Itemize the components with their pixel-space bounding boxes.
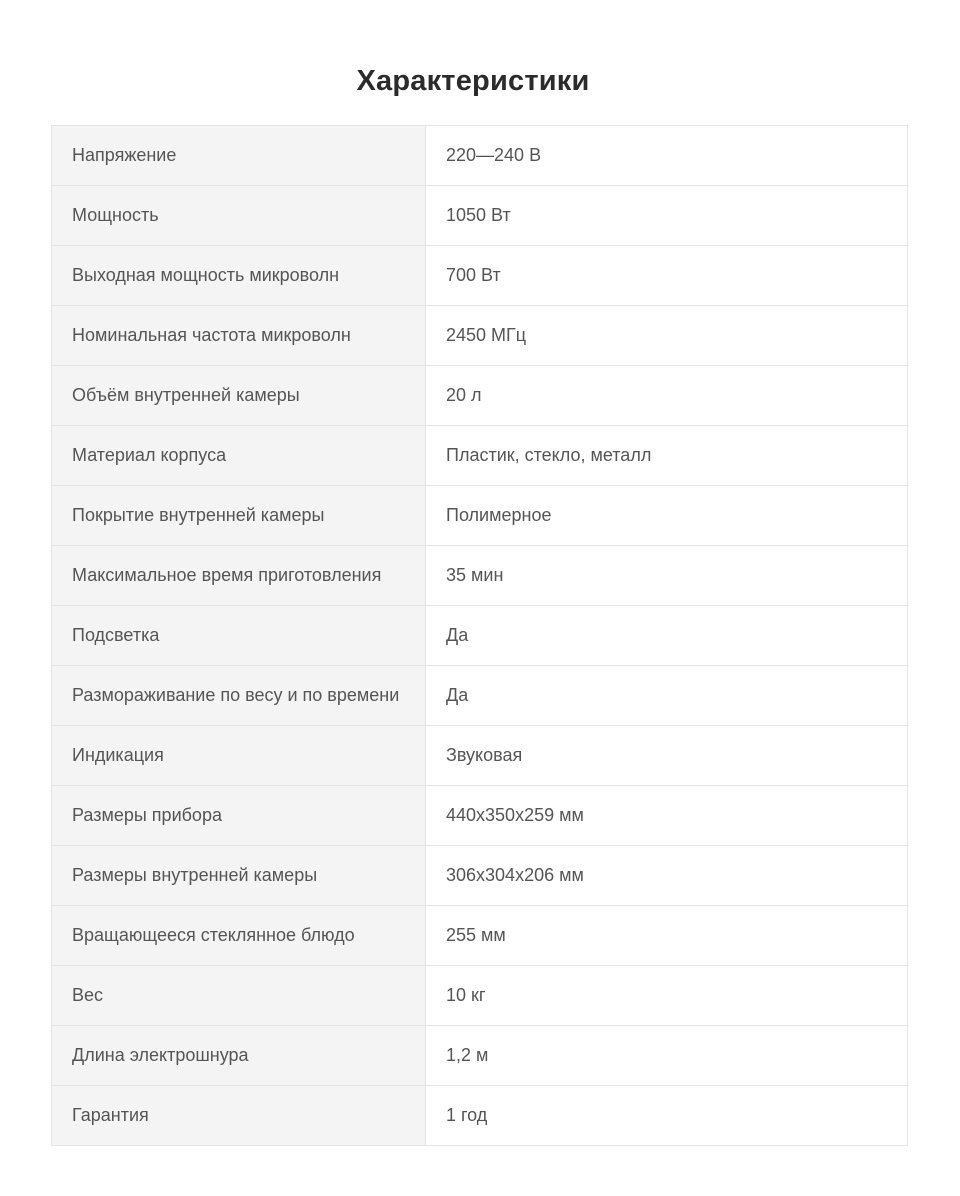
table-row: [52, 1086, 908, 1146]
spec-value: 255 мм: [426, 906, 908, 966]
spec-name: Длина электрошнура: [52, 1026, 426, 1086]
spec-value: 1 год: [426, 1086, 908, 1146]
page-title: Характеристики: [356, 65, 590, 98]
table-row: [52, 666, 908, 726]
spec-value: 20 л: [426, 366, 908, 426]
table-row: [52, 606, 908, 666]
table-row: [52, 186, 908, 246]
spec-value: Полимерное: [426, 486, 908, 546]
spec-value: Пластик, стекло, металл: [426, 426, 908, 486]
spec-name: Подсветка: [52, 606, 426, 666]
spec-value: 220—240 В: [426, 126, 908, 186]
spec-value: Да: [426, 666, 908, 726]
table-row: [52, 726, 908, 786]
spec-value: Да: [426, 606, 908, 666]
table-row: [52, 786, 908, 846]
specs-table-body: [52, 126, 908, 1146]
spec-value: Звуковая: [426, 726, 908, 786]
spec-name: Объём внутренней камеры: [52, 366, 426, 426]
table-row: [52, 966, 908, 1026]
table-row: [52, 486, 908, 546]
spec-name: Максимальное время приготовления: [52, 546, 426, 606]
table-row: [52, 306, 908, 366]
spec-name: Материал корпуса: [52, 426, 426, 486]
spec-value: 1050 Вт: [426, 186, 908, 246]
spec-value: 10 кг: [426, 966, 908, 1026]
spec-name: Размеры прибора: [52, 786, 426, 846]
table-row: [52, 426, 908, 486]
table-row: [52, 366, 908, 426]
spec-name: Размеры внутренней камеры: [52, 846, 426, 906]
specs-table: [51, 125, 908, 1146]
spec-name: Покрытие внутренней камеры: [52, 486, 426, 546]
spec-value: 306х304х206 мм: [426, 846, 908, 906]
spec-value: 2450 МГц: [426, 306, 908, 366]
spec-name: Мощность: [52, 186, 426, 246]
spec-name: Размораживание по весу и по времени: [52, 666, 426, 726]
spec-name: Выходная мощность микроволн: [52, 246, 426, 306]
spec-value: 440х350х259 мм: [426, 786, 908, 846]
spec-value: 35 мин: [426, 546, 908, 606]
spec-name: Вес: [52, 966, 426, 1026]
spec-value: 700 Вт: [426, 246, 908, 306]
spec-name: Индикация: [52, 726, 426, 786]
table-row: [52, 546, 908, 606]
spec-value: 1,2 м: [426, 1026, 908, 1086]
table-row: [52, 846, 908, 906]
table-row: [52, 126, 908, 186]
table-row: [52, 1026, 908, 1086]
spec-name: Номинальная частота микроволн: [52, 306, 426, 366]
table-row: [52, 246, 908, 306]
spec-name: Напряжение: [52, 126, 426, 186]
spec-name: Вращающееся стеклянное блюдо: [52, 906, 426, 966]
spec-name: Гарантия: [52, 1086, 426, 1146]
table-row: [52, 906, 908, 966]
